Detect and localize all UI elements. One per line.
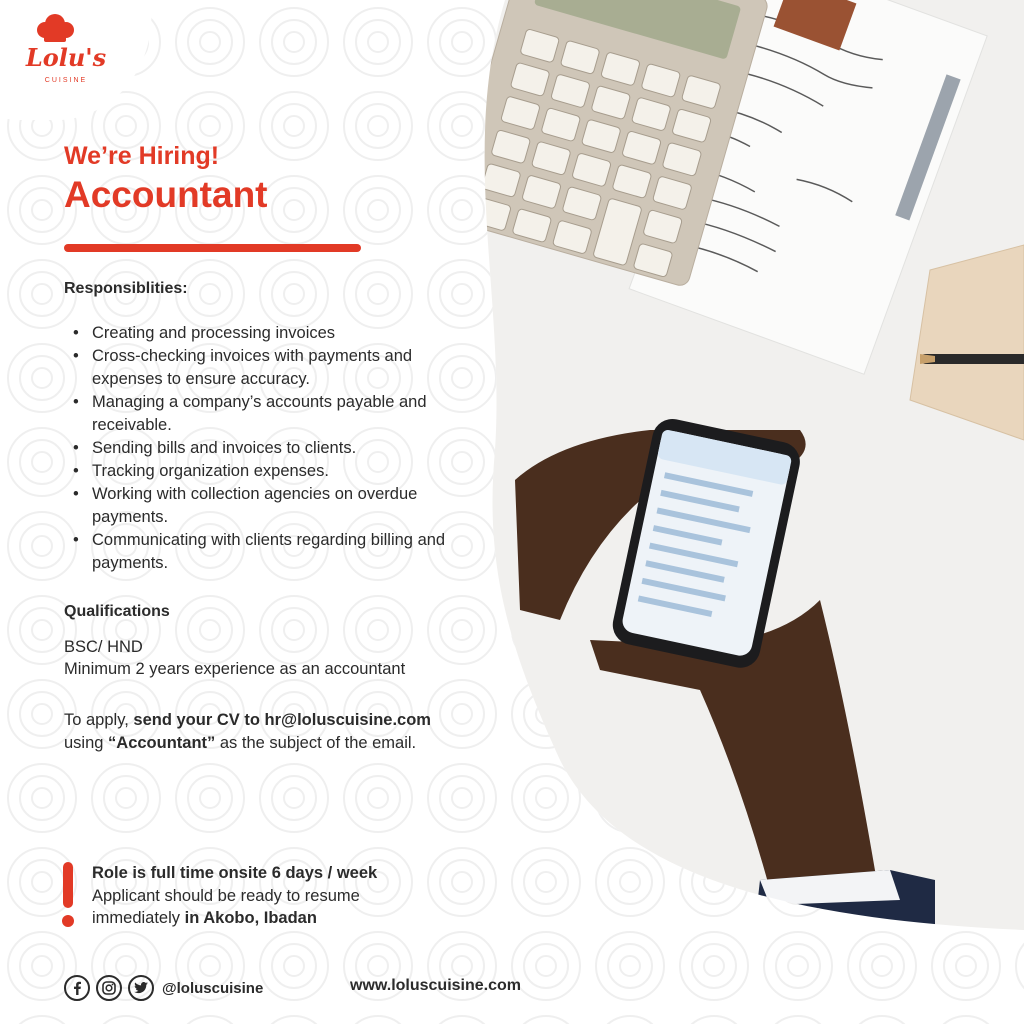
responsibilities-heading: Responsiblities: — [64, 280, 188, 297]
title-underline — [64, 244, 361, 252]
logo-wordmark: Lolu's — [25, 43, 107, 72]
twitter-icon[interactable] — [128, 975, 154, 1001]
qualifications-heading: Qualifications — [64, 603, 170, 620]
list-item: • Creating and processing invoices — [64, 322, 464, 345]
apply-email: send your CV to hr@loluscuisine.com — [133, 711, 431, 729]
facebook-icon[interactable] — [64, 975, 90, 1001]
exclamation-icon — [62, 862, 74, 928]
list-item: • Tracking organization expenses. — [64, 460, 464, 483]
website-link[interactable]: www.loluscuisine.com — [350, 977, 521, 994]
list-item: • Sending bills and invoices to clients. — [64, 437, 464, 460]
role-location: in Akobo, Ibadan — [184, 909, 317, 927]
apply-instructions — [64, 709, 464, 755]
list-item: • Managing a company’s accounts payable and receivable. — [64, 391, 464, 437]
social-links — [64, 974, 263, 1002]
logo-badge — [0, 0, 160, 120]
apply-middle: using — [64, 734, 109, 752]
job-title: Accountant — [64, 174, 268, 215]
role-resume-text: Applicant should be ready to resume immediately — [92, 886, 360, 927]
list-item: • Communicating with clients regarding billing and payments. — [64, 529, 464, 575]
instagram-icon[interactable] — [96, 975, 122, 1001]
logo-subtext: CUISINE — [44, 77, 88, 84]
responsibilities-list — [64, 322, 464, 575]
role-note — [92, 862, 452, 930]
hiring-kicker: We’re Hiring! — [64, 142, 220, 170]
role-schedule: Role is full time onsite 6 days / week — [92, 864, 378, 882]
apply-prefix: To apply, — [64, 711, 134, 729]
qualification-degree: BSC/ HND — [64, 638, 143, 656]
list-item: • Working with collection agencies on overdue payments. — [64, 483, 464, 529]
apply-suffix: as the subject of the email. — [215, 734, 417, 752]
social-handle[interactable]: @loluscuisine — [162, 979, 264, 997]
apply-subject: “Accountant” — [108, 734, 216, 752]
qualification-experience: Minimum 2 years experience as an accountant — [64, 660, 406, 678]
list-item: • Cross-checking invoices with payments and expenses to ensure accuracy. — [64, 345, 464, 391]
